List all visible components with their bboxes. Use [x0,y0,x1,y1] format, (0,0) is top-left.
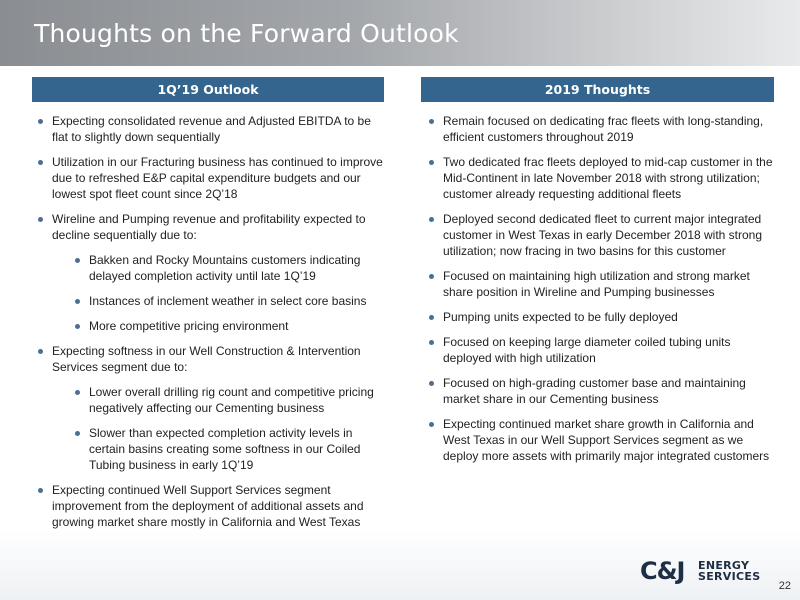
logo-line-1: ENERGY [698,559,750,572]
bullet-item: Focused on keeping large diameter coiled tubing units deployed with high utilization [427,334,777,366]
slide-title: Thoughts on the Forward Outlook [34,19,459,48]
sub-bullet-item: Slower than expected completion activity levels in certain basins creating some softness in our Coiled Tubing business in early 1Q’19 [36,425,386,473]
logo-wordmark [698,560,760,582]
bullet-item: Expecting consolidated revenue and Adjusted EBITDA to be flat to slightly down sequentially [36,113,386,145]
sub-bullet-item: Lower overall drilling rig count and competitive pricing negatively affecting our Cementing business [36,384,386,416]
bullet-item: Focused on maintaining high utilization and strong market share position in Wireline and Pumping businesses [427,268,777,300]
right-column-header: 2019 Thoughts [421,77,774,102]
bullet-item: Expecting softness in our Well Construction & Intervention Services segment due to: [36,343,386,375]
bullet-item: Two dedicated frac fleets deployed to mid-cap customer in the Mid-Continent in late November 2018 with strong utilization; customer already requesting additional fleets [427,154,777,202]
bullet-item: Utilization in our Fracturing business has continued to improve due to refreshed E&P capital expenditure budgets and our lowest spot fleet count since 2Q’18 [36,154,386,202]
bullet-item: Wireline and Pumping revenue and profitability expected to decline sequentially due to: [36,211,386,243]
left-bullet-list [36,113,386,539]
bullet-item: Remain focused on dedicating frac fleets with long-standing, efficient customers throughout 2019 [427,113,777,145]
title-bar [0,0,800,66]
sub-bullet-item: More competitive pricing environment [36,318,386,334]
logo-line-2: SERVICES [698,570,761,583]
bullet-item: Focused on high-grading customer base and maintaining market share in our Cementing business [427,375,777,407]
bullet-item: Pumping units expected to be fully deployed [427,309,777,325]
logo-mark: C&J [640,557,685,585]
right-bullet-list [427,113,777,473]
left-column-header: 1Q’19 Outlook [32,77,384,102]
page-number: 22 [778,580,791,592]
company-logo [640,558,770,584]
sub-bullet-item: Bakken and Rocky Mountains customers indicating delayed completion activity until late 1Q’19 [36,252,386,284]
sub-bullet-item: Instances of inclement weather in select core basins [36,293,386,309]
bullet-item: Deployed second dedicated fleet to current major integrated customer in West Texas in early December 2018 with strong utilization; now fracing in two basins for this customer [427,211,777,259]
bullet-item: Expecting continued Well Support Services segment improvement from the deployment of additional assets and growing market share mostly in California and West Texas [36,482,386,530]
bullet-item: Expecting continued market share growth in California and West Texas in our Well Support Services segment as we deploy more assets with primarily major integrated customers [427,416,777,464]
